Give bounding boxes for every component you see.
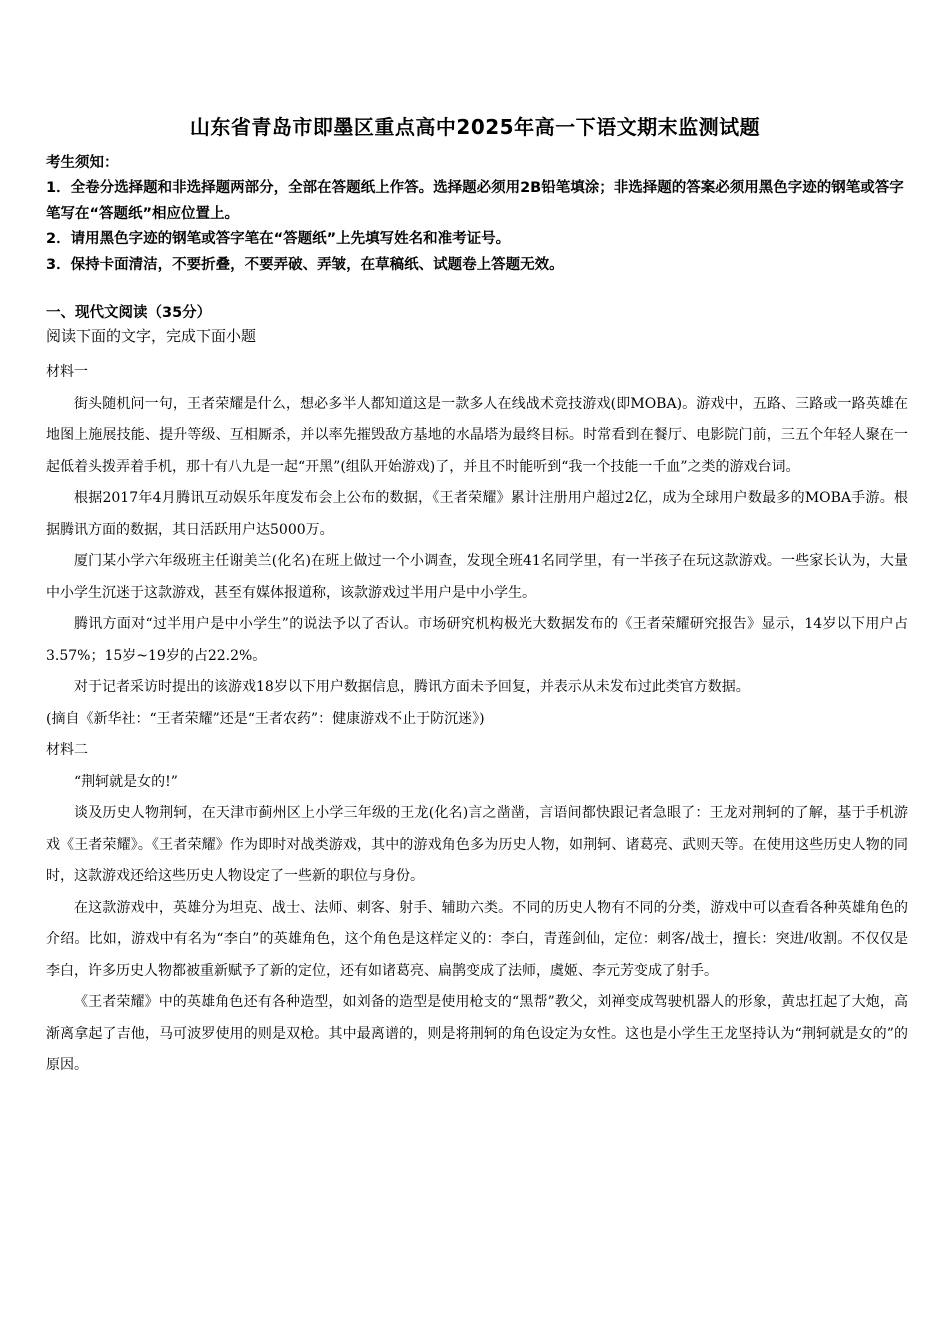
paragraph: 街头随机问一句，王者荣耀是什么，想必多半人都知道这是一款多人在线战术竞技游戏(即MOBA)。游戏中，五路、三路或一路英雄在地图上施展技能、提升等级、互相厮杀，并以率先摧毁敌方基地的水晶塔为最终目标。时常看到在餐厅、电影院门前，三五个年轻人聚在一起低着头拨弄着手机，那十有八九是一起“开黑”(组队开始游戏)了，并且不时能听到“我一个技能一千血”之类的游戏台词。 xyxy=(46,395,908,475)
paragraph: 在这款游戏中，英雄分为坦克、战士、法师、刺客、射手、辅助六类。不同的历史人物有不同的分类，游戏中可以查看各种英雄角色的介绍。比如，游戏中有名为“李白”的英雄角色，这个角色是这样定义的：李白，青莲剑仙，定位：刺客/战士，擅长：突进/收割。不仅仅是李白，许多历史人物都被重新赋予了新的定位，还有如诸葛亮、扁鹊变成了法师，虞姬、李元芳变成了射手。 xyxy=(46,899,908,979)
material-label: 材料一 xyxy=(46,364,88,380)
section-instruction: 阅读下面的文字，完成下面小题 xyxy=(46,327,257,345)
material-label: 材料二 xyxy=(46,742,88,758)
paragraph-quote: “荆轲就是女的!” xyxy=(74,773,178,790)
paragraph: 腾讯方面对“过半用户是中小学生”的说法予以了否认。市场研究机构极光大数据发布的《王者荣耀研究报告》显示，14岁以下用户占3.57%；15岁~19岁的占22.2%。 xyxy=(46,616,908,664)
notice-item: 2．请用黑色字迹的钢笔或答字笔在“答题纸”上先填写姓名和准考证号。 xyxy=(46,231,511,247)
paragraph: 谈及历史人物荆轲，在天津市蓟州区上小学三年级的王龙(化名)言之凿凿，言语间都快跟记者急眼了：王龙对荆轲的了解，基于手机游戏《王者荣耀》。《王者荣耀》作为即时对战类游戏，其中的游戏角色多为历史人物，如荆轲、诸葛亮、武则天等。在使用这些历史人物的同时，这款游戏还给这些历史人物设定了一些新的职位与身份。 xyxy=(46,805,908,884)
paragraph: 厦门某小学六年级班主任谢美兰(化名)在班上做过一个小调查，发现全班41名同学里，有一半孩子在玩这款游戏。一些家长认为，大量中小学生沉迷于这款游戏，甚至有媒体报道称，该款游戏过半用户是中小学生。 xyxy=(46,553,908,601)
notice-heading: 考生须知： xyxy=(46,155,119,171)
paragraph: 根据2017年4月腾讯互动娱乐年度发布会上公布的数据，《王者荣耀》累计注册用户超过2亿，成为全球用户数最多的MOBA手游。根据腾讯方面的数据，其日活跃用户达5000万。 xyxy=(46,490,908,538)
page-title: 山东省青岛市即墨区重点高中2025年高一下语文期末监测试题 xyxy=(189,115,761,139)
material-source: (摘自《新华社：“王者荣耀”还是“王者农药”：健康游戏不止于防沉迷》) xyxy=(46,710,485,727)
notice-list xyxy=(46,176,908,278)
notice-item: 3．保持卡面清洁，不要折叠，不要弄破、弄皱，在草稿纸、试题卷上答题无效。 xyxy=(46,256,564,273)
notice-item: 1．全卷分选择题和非选择题两部分，全部在答题纸上作答。选择题必须用2B铅笔填涂；非选择题的答案必须用黑色字迹的钢笔或答字笔写在“答题纸”相应位置上。 xyxy=(46,180,904,222)
paragraph: 对于记者采访时提出的该游戏18岁以下用户数据信息，腾讯方面未予回复，并表示从未发布过此类官方数据。 xyxy=(74,679,750,695)
paragraph: 《王者荣耀》中的英雄角色还有各种造型，如刘备的造型是使用枪支的“黑帮”教父，刘禅变成驾驶机器人的形象，黄忠扛起了大炮，高渐离拿起了吉他，马可波罗使用的则是双枪。其中最离谱的，则是将荆轲的角色设定为女性。这也是小学生王龙坚持认为“荆轲就是女的”的原因。 xyxy=(46,994,908,1073)
section-heading: 一、现代文阅读（35分） xyxy=(46,305,212,321)
reading-passage xyxy=(46,357,908,1082)
